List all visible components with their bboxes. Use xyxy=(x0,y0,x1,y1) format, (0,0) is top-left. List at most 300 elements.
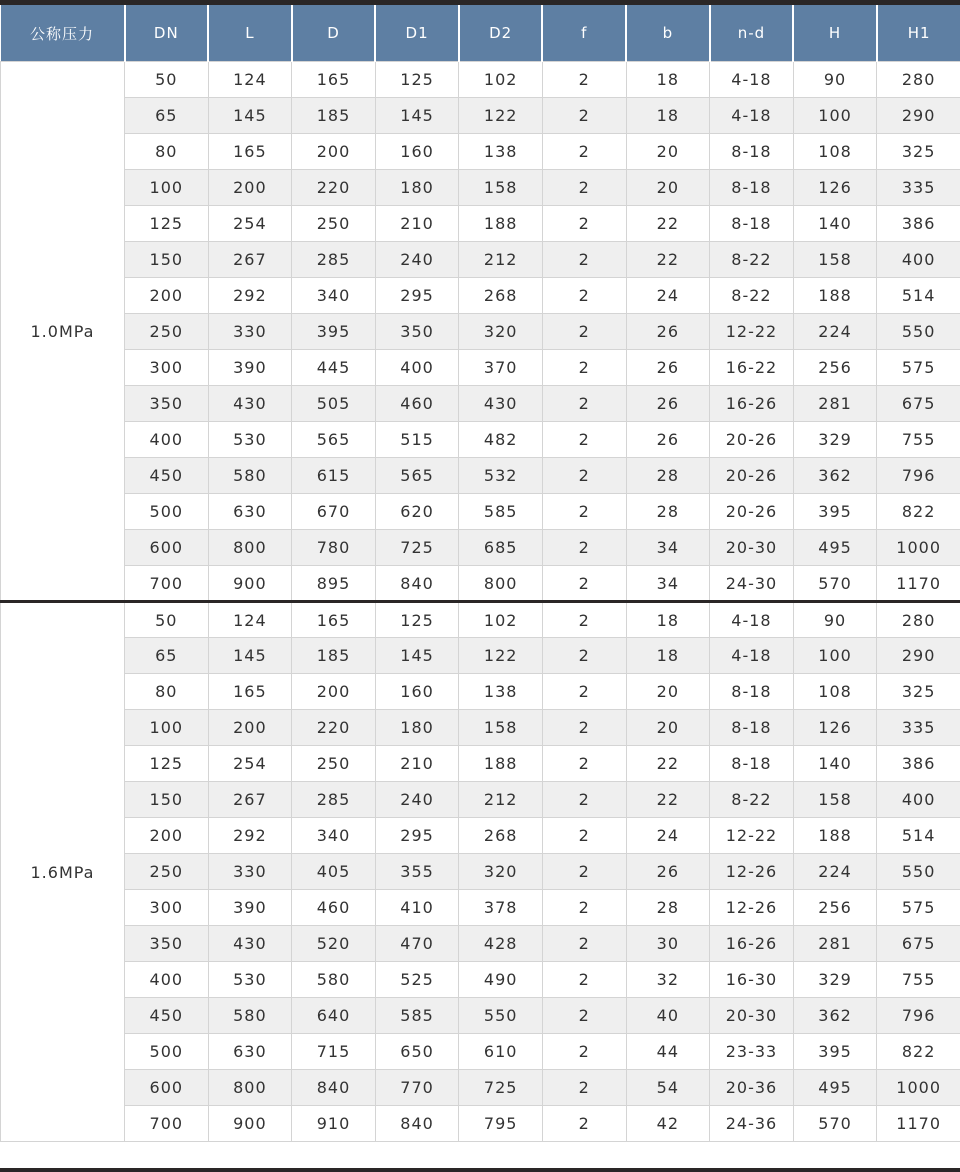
table-cell: 300 xyxy=(125,350,209,386)
table-cell: 550 xyxy=(459,998,543,1034)
table-cell: 329 xyxy=(793,962,877,998)
table-cell: 390 xyxy=(208,350,292,386)
table-cell: 8-18 xyxy=(710,206,794,242)
table-cell: 355 xyxy=(375,854,459,890)
table-cell: 700 xyxy=(125,1106,209,1142)
table-row xyxy=(1,314,960,350)
header-d: D xyxy=(292,5,376,62)
table-cell: 18 xyxy=(626,98,710,134)
table-row xyxy=(1,926,960,962)
table-cell: 22 xyxy=(626,746,710,782)
table-cell: 428 xyxy=(459,926,543,962)
table-cell: 28 xyxy=(626,458,710,494)
table-cell: 122 xyxy=(459,98,543,134)
table-row xyxy=(1,278,960,314)
table-cell: 430 xyxy=(459,386,543,422)
table-cell: 2 xyxy=(542,1106,626,1142)
table-cell: 34 xyxy=(626,566,710,602)
table-cell: 4-18 xyxy=(710,602,794,638)
table-cell: 2 xyxy=(542,962,626,998)
table-cell: 24 xyxy=(626,278,710,314)
table-cell: 580 xyxy=(292,962,376,998)
table-cell: 185 xyxy=(292,638,376,674)
table-cell: 267 xyxy=(208,782,292,818)
table-cell: 514 xyxy=(877,818,960,854)
table-cell: 600 xyxy=(125,530,209,566)
table-cell: 295 xyxy=(375,818,459,854)
table-cell: 26 xyxy=(626,386,710,422)
table-cell: 124 xyxy=(208,602,292,638)
table-cell: 580 xyxy=(208,458,292,494)
table-cell: 565 xyxy=(292,422,376,458)
table-cell: 650 xyxy=(375,1034,459,1070)
table-cell: 300 xyxy=(125,890,209,926)
table-cell: 530 xyxy=(208,422,292,458)
table-cell: 292 xyxy=(208,818,292,854)
table-cell: 615 xyxy=(292,458,376,494)
table-cell: 100 xyxy=(125,170,209,206)
header-h1: H1 xyxy=(877,5,960,62)
table-cell: 100 xyxy=(793,98,877,134)
table-cell: 8-18 xyxy=(710,170,794,206)
table-cell: 725 xyxy=(459,1070,543,1106)
table-cell: 755 xyxy=(877,422,960,458)
table-cell: 525 xyxy=(375,962,459,998)
table-cell: 8-22 xyxy=(710,782,794,818)
table-cell: 329 xyxy=(793,422,877,458)
table-cell: 460 xyxy=(292,890,376,926)
table-row xyxy=(1,350,960,386)
table-cell: 50 xyxy=(125,602,209,638)
table-cell: 600 xyxy=(125,1070,209,1106)
table-cell: 54 xyxy=(626,1070,710,1106)
table-cell: 335 xyxy=(877,710,960,746)
table-row xyxy=(1,458,960,494)
table-row xyxy=(1,422,960,458)
table-cell: 675 xyxy=(877,926,960,962)
table-cell: 390 xyxy=(208,890,292,926)
table-cell: 160 xyxy=(375,674,459,710)
table-cell: 158 xyxy=(793,242,877,278)
table-cell: 400 xyxy=(877,782,960,818)
table-cell: 1170 xyxy=(877,1106,960,1142)
table-cell: 840 xyxy=(375,1106,459,1142)
table-cell: 220 xyxy=(292,710,376,746)
table-cell: 1170 xyxy=(877,566,960,602)
table-row xyxy=(1,386,960,422)
table-cell: 515 xyxy=(375,422,459,458)
table-cell: 150 xyxy=(125,782,209,818)
table-cell: 400 xyxy=(125,962,209,998)
table-cell: 715 xyxy=(292,1034,376,1070)
table-cell: 2 xyxy=(542,386,626,422)
table-row xyxy=(1,1034,960,1070)
bottom-rule xyxy=(0,1168,960,1172)
table-cell: 2 xyxy=(542,926,626,962)
table-cell: 320 xyxy=(459,314,543,350)
table-cell: 18 xyxy=(626,638,710,674)
table-cell: 2 xyxy=(542,782,626,818)
table-cell: 430 xyxy=(208,386,292,422)
table-row xyxy=(1,530,960,566)
table-cell: 795 xyxy=(459,1106,543,1142)
table-row xyxy=(1,134,960,170)
table-cell: 400 xyxy=(125,422,209,458)
pressure-group-label: 1.0MPa xyxy=(1,62,125,602)
table-cell: 200 xyxy=(292,674,376,710)
table-cell: 188 xyxy=(793,818,877,854)
table-cell: 362 xyxy=(793,998,877,1034)
table-cell: 500 xyxy=(125,1034,209,1070)
table-row xyxy=(1,62,960,98)
table-cell: 158 xyxy=(459,710,543,746)
table-cell: 685 xyxy=(459,530,543,566)
table-row xyxy=(1,782,960,818)
table-cell: 295 xyxy=(375,278,459,314)
table-cell: 165 xyxy=(208,134,292,170)
table-row xyxy=(1,1070,960,1106)
table-cell: 250 xyxy=(125,314,209,350)
table-cell: 150 xyxy=(125,242,209,278)
table-cell: 20-26 xyxy=(710,458,794,494)
table-cell: 80 xyxy=(125,134,209,170)
table-cell: 725 xyxy=(375,530,459,566)
table-cell: 796 xyxy=(877,458,960,494)
table-cell: 755 xyxy=(877,962,960,998)
table-cell: 28 xyxy=(626,494,710,530)
table-cell: 1000 xyxy=(877,530,960,566)
table-cell: 140 xyxy=(793,746,877,782)
table-cell: 2 xyxy=(542,134,626,170)
table-cell: 482 xyxy=(459,422,543,458)
table-cell: 122 xyxy=(459,638,543,674)
table-cell: 2 xyxy=(542,278,626,314)
table-cell: 840 xyxy=(292,1070,376,1106)
table-cell: 900 xyxy=(208,1106,292,1142)
table-cell: 2 xyxy=(542,350,626,386)
table-cell: 895 xyxy=(292,566,376,602)
table-cell: 330 xyxy=(208,314,292,350)
table-cell: 495 xyxy=(793,530,877,566)
table-cell: 138 xyxy=(459,134,543,170)
table-cell: 16-22 xyxy=(710,350,794,386)
table-cell: 102 xyxy=(459,62,543,98)
table-cell: 2 xyxy=(542,746,626,782)
table-cell: 2 xyxy=(542,242,626,278)
table-cell: 290 xyxy=(877,98,960,134)
table-cell: 2 xyxy=(542,638,626,674)
table-cell: 220 xyxy=(292,170,376,206)
table-cell: 20-30 xyxy=(710,998,794,1034)
table-cell: 335 xyxy=(877,170,960,206)
table-cell: 2 xyxy=(542,170,626,206)
table-cell: 2 xyxy=(542,674,626,710)
table-cell: 840 xyxy=(375,566,459,602)
table-cell: 250 xyxy=(125,854,209,890)
table-cell: 570 xyxy=(793,1106,877,1142)
table-cell: 325 xyxy=(877,134,960,170)
table-cell: 585 xyxy=(459,494,543,530)
table-cell: 500 xyxy=(125,494,209,530)
header-l: L xyxy=(208,5,292,62)
table-row xyxy=(1,674,960,710)
table-row xyxy=(1,206,960,242)
table-cell: 395 xyxy=(793,494,877,530)
table-cell: 180 xyxy=(375,710,459,746)
table-row xyxy=(1,170,960,206)
table-cell: 22 xyxy=(626,206,710,242)
table-cell: 268 xyxy=(459,818,543,854)
table-cell: 362 xyxy=(793,458,877,494)
table-cell: 240 xyxy=(375,782,459,818)
table-cell: 2 xyxy=(542,890,626,926)
table-cell: 2 xyxy=(542,206,626,242)
table-cell: 450 xyxy=(125,998,209,1034)
table-cell: 550 xyxy=(877,314,960,350)
table-cell: 100 xyxy=(793,638,877,674)
table-cell: 822 xyxy=(877,494,960,530)
table-cell: 8-18 xyxy=(710,674,794,710)
table-cell: 445 xyxy=(292,350,376,386)
table-cell: 125 xyxy=(375,602,459,638)
table-cell: 165 xyxy=(292,62,376,98)
table-cell: 165 xyxy=(292,602,376,638)
table-cell: 285 xyxy=(292,242,376,278)
table-row xyxy=(1,602,960,638)
table-row xyxy=(1,98,960,134)
table-cell: 400 xyxy=(877,242,960,278)
table-cell: 2 xyxy=(542,1034,626,1070)
table-row xyxy=(1,1106,960,1142)
table-cell: 2 xyxy=(542,998,626,1034)
table-cell: 550 xyxy=(877,854,960,890)
table-cell: 2 xyxy=(542,818,626,854)
table-cell: 125 xyxy=(375,62,459,98)
table-cell: 12-22 xyxy=(710,314,794,350)
table-cell: 350 xyxy=(125,386,209,422)
table-cell: 520 xyxy=(292,926,376,962)
table-cell: 18 xyxy=(626,62,710,98)
table-cell: 350 xyxy=(125,926,209,962)
table-cell: 212 xyxy=(459,782,543,818)
table-cell: 256 xyxy=(793,350,877,386)
table-row xyxy=(1,818,960,854)
table-cell: 8-18 xyxy=(710,710,794,746)
header-f: f xyxy=(542,5,626,62)
table-cell: 188 xyxy=(459,206,543,242)
table-cell: 32 xyxy=(626,962,710,998)
header-h: H xyxy=(793,5,877,62)
table-cell: 4-18 xyxy=(710,638,794,674)
table-cell: 65 xyxy=(125,98,209,134)
table-cell: 400 xyxy=(375,350,459,386)
header-d2: D2 xyxy=(459,5,543,62)
table-cell: 22 xyxy=(626,782,710,818)
table-cell: 780 xyxy=(292,530,376,566)
table-cell: 610 xyxy=(459,1034,543,1070)
table-cell: 26 xyxy=(626,422,710,458)
table-cell: 670 xyxy=(292,494,376,530)
table-cell: 16-26 xyxy=(710,926,794,962)
table-cell: 185 xyxy=(292,98,376,134)
table-cell: 20-30 xyxy=(710,530,794,566)
table-cell: 125 xyxy=(125,746,209,782)
table-cell: 395 xyxy=(292,314,376,350)
table-body xyxy=(1,62,960,1142)
table-cell: 145 xyxy=(208,638,292,674)
table-cell: 280 xyxy=(877,62,960,98)
table-cell: 268 xyxy=(459,278,543,314)
table-row xyxy=(1,962,960,998)
table-cell: 514 xyxy=(877,278,960,314)
table-cell: 4-18 xyxy=(710,98,794,134)
table-cell: 16-26 xyxy=(710,386,794,422)
table-cell: 188 xyxy=(459,746,543,782)
table-cell: 620 xyxy=(375,494,459,530)
table-cell: 490 xyxy=(459,962,543,998)
header-row xyxy=(1,5,960,62)
table-cell: 340 xyxy=(292,818,376,854)
table-row xyxy=(1,746,960,782)
table-cell: 378 xyxy=(459,890,543,926)
table-cell: 124 xyxy=(208,62,292,98)
table-cell: 24 xyxy=(626,818,710,854)
table-cell: 200 xyxy=(125,278,209,314)
table-cell: 158 xyxy=(459,170,543,206)
header-dn: DN xyxy=(125,5,209,62)
table-cell: 224 xyxy=(793,854,877,890)
table-cell: 200 xyxy=(125,818,209,854)
table-cell: 254 xyxy=(208,206,292,242)
table-cell: 125 xyxy=(125,206,209,242)
table-cell: 675 xyxy=(877,386,960,422)
table-cell: 200 xyxy=(292,134,376,170)
table-cell: 530 xyxy=(208,962,292,998)
header-d1: D1 xyxy=(375,5,459,62)
table-cell: 320 xyxy=(459,854,543,890)
table-cell: 460 xyxy=(375,386,459,422)
table-cell: 210 xyxy=(375,206,459,242)
table-cell: 430 xyxy=(208,926,292,962)
table-cell: 822 xyxy=(877,1034,960,1070)
table-cell: 280 xyxy=(877,602,960,638)
table-cell: 40 xyxy=(626,998,710,1034)
table-cell: 640 xyxy=(292,998,376,1034)
table-cell: 254 xyxy=(208,746,292,782)
table-cell: 24-36 xyxy=(710,1106,794,1142)
table-cell: 250 xyxy=(292,206,376,242)
pressure-group-label: 1.6MPa xyxy=(1,602,125,1142)
table-cell: 290 xyxy=(877,638,960,674)
table-cell: 145 xyxy=(208,98,292,134)
table-cell: 16-30 xyxy=(710,962,794,998)
table-cell: 126 xyxy=(793,710,877,746)
header-pressure: 公称压力 xyxy=(1,5,125,62)
table-cell: 700 xyxy=(125,566,209,602)
table-cell: 158 xyxy=(793,782,877,818)
table-cell: 410 xyxy=(375,890,459,926)
table-cell: 20 xyxy=(626,710,710,746)
table-cell: 570 xyxy=(793,566,877,602)
table-row xyxy=(1,242,960,278)
table-cell: 470 xyxy=(375,926,459,962)
table-cell: 292 xyxy=(208,278,292,314)
table-cell: 8-18 xyxy=(710,134,794,170)
table-cell: 200 xyxy=(208,170,292,206)
table-cell: 34 xyxy=(626,530,710,566)
table-cell: 26 xyxy=(626,854,710,890)
table-cell: 267 xyxy=(208,242,292,278)
table-cell: 2 xyxy=(542,1070,626,1106)
table-cell: 24-30 xyxy=(710,566,794,602)
table-cell: 281 xyxy=(793,386,877,422)
table-cell: 2 xyxy=(542,314,626,350)
table-cell: 126 xyxy=(793,170,877,206)
table-cell: 28 xyxy=(626,890,710,926)
table-cell: 138 xyxy=(459,674,543,710)
table-cell: 102 xyxy=(459,602,543,638)
table-cell: 800 xyxy=(208,530,292,566)
header-n-d: n-d xyxy=(710,5,794,62)
table-cell: 20 xyxy=(626,134,710,170)
table-cell: 210 xyxy=(375,746,459,782)
table-cell: 160 xyxy=(375,134,459,170)
table-cell: 8-22 xyxy=(710,242,794,278)
table-cell: 585 xyxy=(375,998,459,1034)
table-cell: 330 xyxy=(208,854,292,890)
table-cell: 800 xyxy=(208,1070,292,1106)
table-cell: 23-33 xyxy=(710,1034,794,1070)
flange-dimension-table xyxy=(0,5,960,1142)
table-cell: 26 xyxy=(626,314,710,350)
table-cell: 12-26 xyxy=(710,854,794,890)
table-cell: 20 xyxy=(626,170,710,206)
table-cell: 350 xyxy=(375,314,459,350)
table-cell: 580 xyxy=(208,998,292,1034)
table-row xyxy=(1,890,960,926)
table-cell: 281 xyxy=(793,926,877,962)
table-cell: 4-18 xyxy=(710,62,794,98)
table-cell: 2 xyxy=(542,602,626,638)
table-cell: 12-22 xyxy=(710,818,794,854)
table-cell: 2 xyxy=(542,710,626,746)
table-cell: 630 xyxy=(208,1034,292,1070)
table-cell: 770 xyxy=(375,1070,459,1106)
table-cell: 200 xyxy=(208,710,292,746)
table-cell: 910 xyxy=(292,1106,376,1142)
table-cell: 325 xyxy=(877,674,960,710)
table-cell: 140 xyxy=(793,206,877,242)
table-cell: 250 xyxy=(292,746,376,782)
table-row xyxy=(1,566,960,602)
table-cell: 90 xyxy=(793,62,877,98)
table-cell: 285 xyxy=(292,782,376,818)
table-cell: 2 xyxy=(542,494,626,530)
table-cell: 450 xyxy=(125,458,209,494)
table-cell: 505 xyxy=(292,386,376,422)
table-cell: 145 xyxy=(375,98,459,134)
table-cell: 2 xyxy=(542,854,626,890)
table-cell: 44 xyxy=(626,1034,710,1070)
table-cell: 565 xyxy=(375,458,459,494)
table-cell: 370 xyxy=(459,350,543,386)
table-cell: 800 xyxy=(459,566,543,602)
table-cell: 2 xyxy=(542,566,626,602)
table-cell: 532 xyxy=(459,458,543,494)
table-cell: 2 xyxy=(542,422,626,458)
table-cell: 256 xyxy=(793,890,877,926)
table-cell: 65 xyxy=(125,638,209,674)
